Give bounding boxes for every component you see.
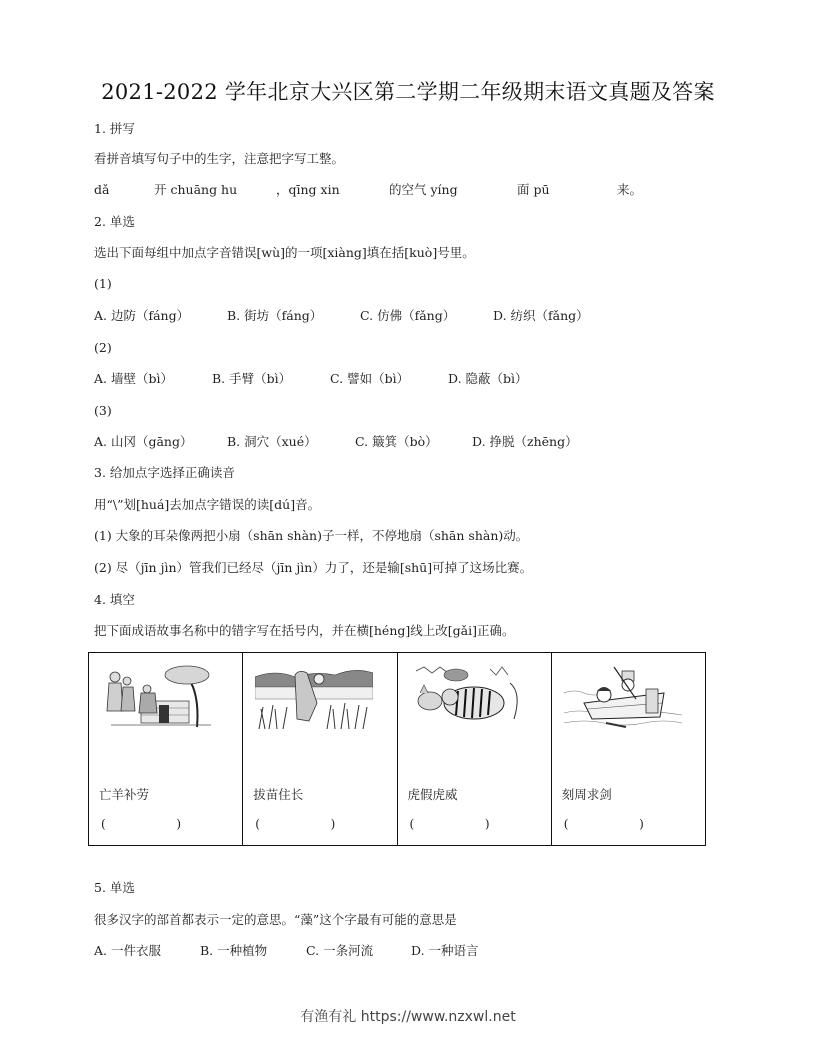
q5-heading: 5. 单选 xyxy=(94,880,135,895)
fox-and-tiger-illustration xyxy=(410,663,528,731)
shepherd-mending-pen-illustration xyxy=(101,663,219,731)
open-paren: ( xyxy=(409,817,415,831)
farmer-pulling-seedlings-illustration xyxy=(255,663,373,731)
option-a[interactable]: A. 墙壁（bì） xyxy=(94,371,173,386)
open-paren: ( xyxy=(563,817,569,831)
idiom-name: 虎假虎威 xyxy=(407,787,458,802)
option-d[interactable]: D. 一种语言 xyxy=(411,943,479,958)
open-paren: ( xyxy=(255,817,260,831)
idiom-table xyxy=(88,652,706,846)
q4-instruction: 把下面成语故事名称中的错字写在括号内，并在横[héng]线上改[gǎi]正确。 xyxy=(94,623,515,638)
option-d[interactable]: D. 挣脱（zhēng） xyxy=(472,434,578,449)
q3-item-1: (1) 大象的耳朵像两把小扇（shān shàn)子一样，不停地扇（shān shàn)动。 xyxy=(94,528,529,543)
pinyin-segment: 的空气 yíng xyxy=(389,182,458,197)
man-in-boat-sword-illustration xyxy=(564,663,682,731)
page-title: 2021-2022 学年北京大兴区第二学期二年级期末语文真题及答案 xyxy=(101,80,715,104)
q3-heading: 3. 给加点字选择正确读音 xyxy=(94,465,235,480)
option-a[interactable]: A. 边防（fáng） xyxy=(94,308,190,323)
q2-group-label: (2) xyxy=(94,340,112,355)
close-paren: ) xyxy=(330,817,336,831)
answer-blank[interactable] xyxy=(101,817,181,831)
q1-instruction: 看拼音填写句子中的生字，注意把字写工整。 xyxy=(94,151,345,166)
q3-item-2: (2) 尽（jīn jìn）管我们已经尽（jīn jìn）力了，还是输[shū]可掉了这场比赛。 xyxy=(94,560,533,575)
pinyin-segment: 面 pū xyxy=(517,182,550,197)
option-b[interactable]: B. 街坊（fáng） xyxy=(227,308,323,323)
q2-group-label: (1) xyxy=(94,276,112,291)
option-c[interactable]: C. 譬如（bì） xyxy=(330,371,410,386)
option-b[interactable]: B. 一种植物 xyxy=(200,943,268,958)
pinyin-segment: 开 chuāng hu xyxy=(154,182,238,197)
pinyin-segment: dǎ xyxy=(94,182,110,197)
idiom-cell xyxy=(89,653,243,845)
pinyin-segment: 来。 xyxy=(617,182,643,197)
option-c[interactable]: C. 簸箕（bò） xyxy=(355,434,438,449)
close-paren: ) xyxy=(484,817,490,831)
answer-blank[interactable] xyxy=(564,817,644,831)
idiom-cell xyxy=(398,653,552,845)
option-d[interactable]: D. 隐蔽（bì） xyxy=(448,371,528,386)
answer-blank[interactable] xyxy=(410,817,490,831)
q1-pinyin-sentence xyxy=(94,182,694,198)
q1-heading: 1. 拼写 xyxy=(94,121,135,136)
idiom-name: 拔苗住长 xyxy=(253,787,304,802)
q4-heading: 4. 填空 xyxy=(94,592,135,607)
open-paren: ( xyxy=(101,817,106,831)
q2-heading: 2. 单选 xyxy=(94,214,135,229)
q5-question: 很多汉字的部首都表示一定的意思。“藻”这个字最有可能的意思是 xyxy=(94,912,457,927)
q2-instruction: 选出下面每组中加点字音错误[wù]的一项[xiàng]填在括[kuò]号里。 xyxy=(94,245,475,260)
option-a[interactable]: A. 一件衣服 xyxy=(94,943,161,958)
option-c[interactable]: C. 仿佛（fǎng） xyxy=(360,308,456,323)
idiom-name: 亡羊补劳 xyxy=(99,787,150,802)
idiom-cell xyxy=(243,653,397,845)
idiom-cell xyxy=(552,653,705,845)
close-paren: ) xyxy=(176,817,181,831)
q3-instruction: 用“\”划[huá]去加点字错误的读[dú]音。 xyxy=(94,497,321,512)
idiom-name: 刻周求剑 xyxy=(561,787,612,802)
option-b[interactable]: B. 手臂（bì） xyxy=(212,371,292,386)
q2-group-label: (3) xyxy=(94,403,112,418)
option-a[interactable]: A. 山冈（gāng） xyxy=(94,434,193,449)
q2-group-1-options xyxy=(94,308,694,324)
option-b[interactable]: B. 洞穴（xué） xyxy=(227,434,317,449)
q2-group-2-options xyxy=(94,371,694,387)
q5-options xyxy=(94,943,694,959)
option-d[interactable]: D. 纺织（fǎng） xyxy=(493,308,589,323)
pinyin-segment: ，qīng xin xyxy=(276,182,340,197)
footer-watermark: 有渔有礼 https://www.nzxwl.net xyxy=(300,1009,516,1025)
q2-group-3-options xyxy=(94,434,694,450)
answer-blank[interactable] xyxy=(255,817,335,831)
close-paren: ) xyxy=(639,817,644,831)
option-c[interactable]: C. 一条河流 xyxy=(306,943,374,958)
